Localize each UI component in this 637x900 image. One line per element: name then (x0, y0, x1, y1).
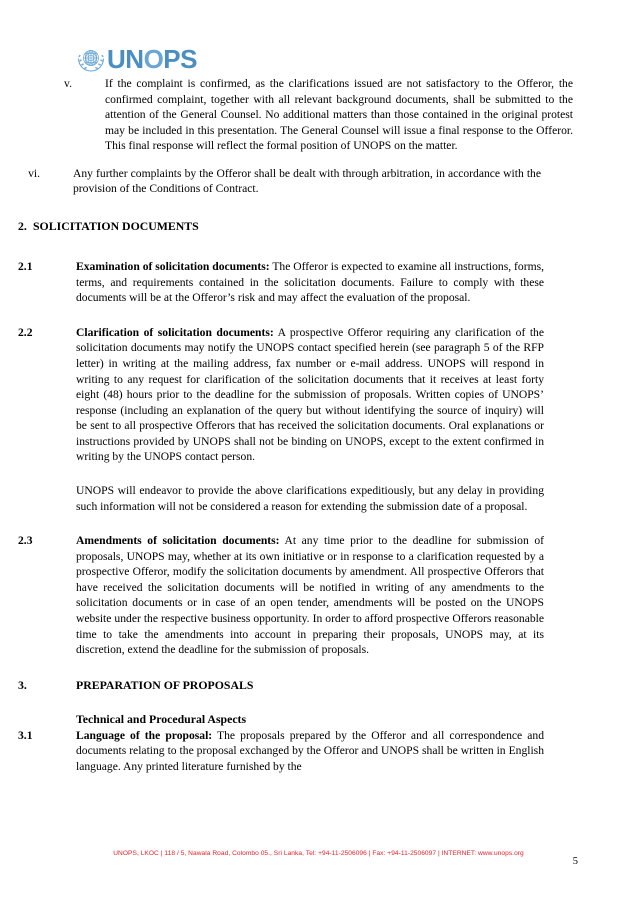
unops-logo (76, 44, 197, 76)
section-heading-3 (0, 678, 637, 693)
section-title: SOLICITATION DOCUMENTS (33, 219, 199, 234)
list-item-numeral: vi. (28, 166, 40, 180)
section-title: PREPARATION OF PROPOSALS (76, 677, 254, 692)
paragraph-body: The Offeror is expected to examine all instructions, forms, terms, and requirements contained in the solicitation documents. Failure to comply with these documents will be at the Offeror’s risk and may affect the evaluation of the proposal. (76, 260, 545, 305)
paragraph-text: UNOPS will endeavor to provide the above clarifications expeditiously, but any delay in providing such information will not be considered a reason for extending the submission date of a proposal. (76, 483, 544, 513)
indent-spacer (0, 483, 76, 514)
indent-spacer (0, 712, 76, 727)
document-body (0, 76, 637, 775)
list-item-text: Any further complaints by the Offeror shall be dealt with through arbitration, in accordance with the provision of the Conditions of Contract. (73, 166, 541, 196)
paragraph-text (76, 533, 544, 658)
paragraph-2-3 (0, 533, 637, 658)
paragraph-lead: Clarification of solicitation documents: (76, 325, 274, 339)
paragraph-number: 2.2 (18, 325, 33, 339)
paragraph-2-2 (0, 325, 637, 465)
page-number: 5 (572, 856, 578, 867)
paragraph-text (76, 728, 544, 775)
paragraph-text (76, 259, 544, 306)
section-number: 3. (18, 677, 27, 692)
footer-contact-text: UNOPS, LKOC | 118 / 5, Nawala Road, Colombo 05., Sri Lanka, Tel: +94-11-2506096 | Fax: +94-11-2506097 | INTERNET: www.unops.org (113, 850, 524, 857)
paragraph-3-1 (0, 728, 637, 775)
subheading-row (0, 712, 637, 727)
paragraph-number: 3.1 (18, 728, 33, 742)
wordmark-ps: PS (163, 44, 197, 74)
section-number: 2. (18, 219, 27, 234)
list-item (0, 76, 637, 154)
list-item (0, 166, 637, 197)
wordmark-o: O (143, 44, 164, 74)
paragraph-body: A prospective Offeror requiring any clarification of the solicitation documents may notify the UNOPS contact specified herein (see paragraph 5 of the RFP letter) in writing at the mailing address, fax number or e-mail address. UNOPS will respond in writing to any request for clarification of the solicitation documents that it receives at least forty eight (48) hours prior to the deadline for the submission of proposals. Written copies of UNOPS’ response (including an explanation of the query but without identifying the source of inquiry) will be sent to all prospective Offerors that has received the solicitation documents. Oral explanations or instructions provided by UNOPS shall not be binding on UNOPS, except to the extent confirmed in writing by the UNOPS contact person. (76, 325, 544, 464)
paragraph-body: The proposals prepared by the Offeror and all correspondence and documents relating to the proposal exchanged by the Offeror and UNOPS shall be written in English language. Any printed literature furnished by the (76, 728, 545, 773)
paragraph-continuation (0, 483, 637, 514)
wordmark-un: UN (107, 44, 144, 74)
paragraph-lead: Language of the proposal: (76, 728, 213, 742)
subheading-text: Technical and Procedural Aspects (76, 711, 247, 726)
un-emblem-icon (76, 46, 106, 74)
section-heading-2 (0, 219, 637, 234)
paragraph-lead: Examination of solicitation documents: (76, 260, 270, 274)
list-item-numeral: v. (64, 77, 72, 90)
paragraph-number: 2.1 (18, 260, 33, 274)
paragraph-2-1 (0, 259, 637, 306)
list-item-text: If the complaint is confirmed, as the clarifications issued are not satisfactory to the Offeror, the confirmed complaint, together with all relevant background documents, shall be submitted to the attention of the General Counsel. No additional matters than those contained in the original protest may be included in this presentation. The General Counsel will issue a final response to the Offeror. This final response will reflect the formal position of UNOPS on the matter. (105, 77, 573, 153)
unops-wordmark (107, 46, 197, 72)
paragraph-body: At any time prior to the deadline for submission of proposals, UNOPS may, whether at its own initiative or in response to a clarification requested by a prospective Offeror, modify the solicitation documents by amendment. All prospective Offerors that have received the solicitation documents will be notified in writing of any amendments to the solicitation documents or in case of an open tender, amendments will be posted on the UNOPS website under the respective business opportunity. In order to afford prospective Offerors reasonable time to take the amendments into account in preparing their proposals, UNOPS may, at its discretion, extend the deadline for the submission of proposals. (76, 534, 544, 657)
paragraph-number: 2.3 (18, 534, 33, 548)
paragraph-text (76, 325, 544, 465)
paragraph-lead: Amendments of solicitation documents: (76, 534, 280, 548)
